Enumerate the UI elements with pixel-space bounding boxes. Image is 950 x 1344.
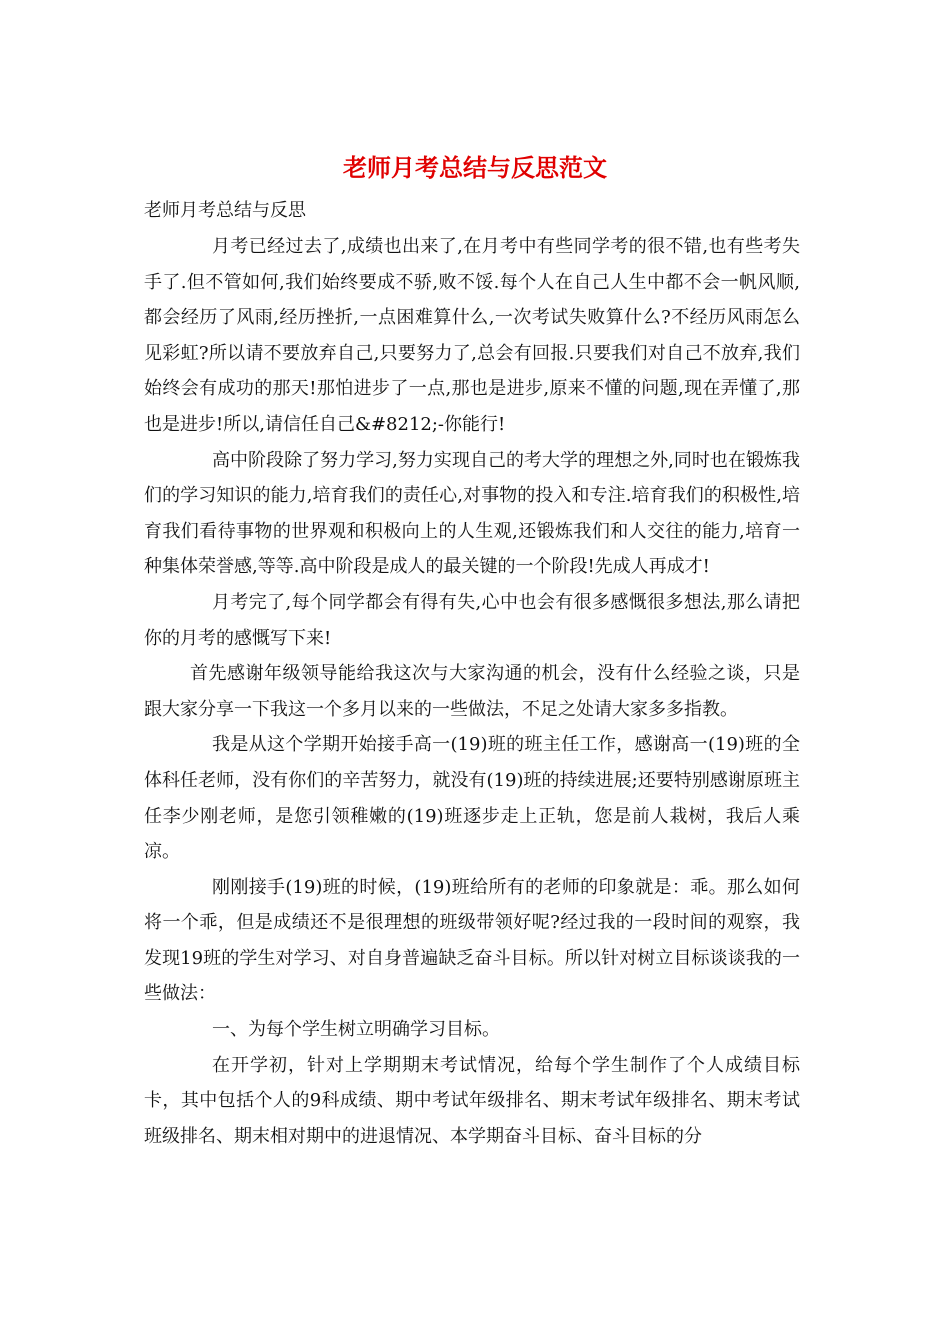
paragraph-1: 月考已经过去了,成绩也出来了,在月考中有些同学考的很不错,也有些考失手了.但不管如何,我们始终要成不骄,败不馁.每个人在自己人生中都不会一帆风顺,都会经历了风雨,经历挫折,一点困难算什么,一次考试失败算什么?不经历风雨怎么见彩虹?所以请不要放弃自己,只要努力了,总会有回报.只要我们对自己不放弃,我们始终会有成功的那天!那怕进步了一点,那也是进步,原来不懂的问题,现在弄懂了,那也是进步!所以,请信任自己&#8212;-你能行! bbox=[144, 236, 800, 435]
paragraph-3: 月考完了,每个同学都会有得有失,心中也会有很多感慨很多想法,那么请把你的月考的感慨写下来! bbox=[144, 591, 800, 649]
document-subtitle: 老师月考总结与反思 bbox=[144, 200, 306, 221]
paragraph-7: 一、为每个学生树立明确学习目标。 bbox=[212, 1019, 500, 1041]
paragraph-6: 刚刚接手(19)班的时候，(19)班给所有的老师的印象就是：乖。那么如何将一个乖，但是成绩还不是很理想的班级带领好呢?经过我的一段时间的观察，我发现19班的学生对学习、对自身普遍缺乏奋斗目标。所以针对树立目标谈谈我的一些做法： bbox=[144, 876, 800, 1005]
paragraph-5: 我是从这个学期开始接手高一(19)班的班主任工作，感谢高一(19)班的全体科任老师，没有你们的辛苦努力，就没有(19)班的持续进展;还要特别感谢原班主任李少刚老师，是您引领稚嫩的(19)班逐步走上正轨，您是前人栽树，我后人乘凉。 bbox=[144, 734, 800, 863]
paragraph-8: 在开学初，针对上学期期末考试情况，给每个学生制作了个人成绩目标卡，其中包括个人的9科成绩、期中考试年级排名、期末考试年级排名、期末考试班级排名、期末相对期中的进退情况、本学期奋斗目标、奋斗目标的分 bbox=[144, 1054, 800, 1147]
document-title: 老师月考总结与反思范文 bbox=[343, 153, 607, 182]
paragraph-4: 首先感谢年级领导能给我这次与大家沟通的机会，没有什么经验之谈，只是跟大家分享一下我这一个多月以来的一些做法，不足之处请大家多多指教。 bbox=[144, 663, 800, 720]
paragraph-2: 高中阶段除了努力学习,努力实现自己的考大学的理想之外,同时也在锻炼我们的学习知识的能力,培育我们的责任心,对事物的投入和专注.培育我们的积极性,培育我们看待事物的世界观和积极向上的人生观,还锻炼我们和人交往的能力,培育一种集体荣誉感,等等.高中阶段是成人的最关键的一个阶段!先成人再成才! bbox=[144, 449, 800, 578]
document-body bbox=[144, 229, 800, 1154]
